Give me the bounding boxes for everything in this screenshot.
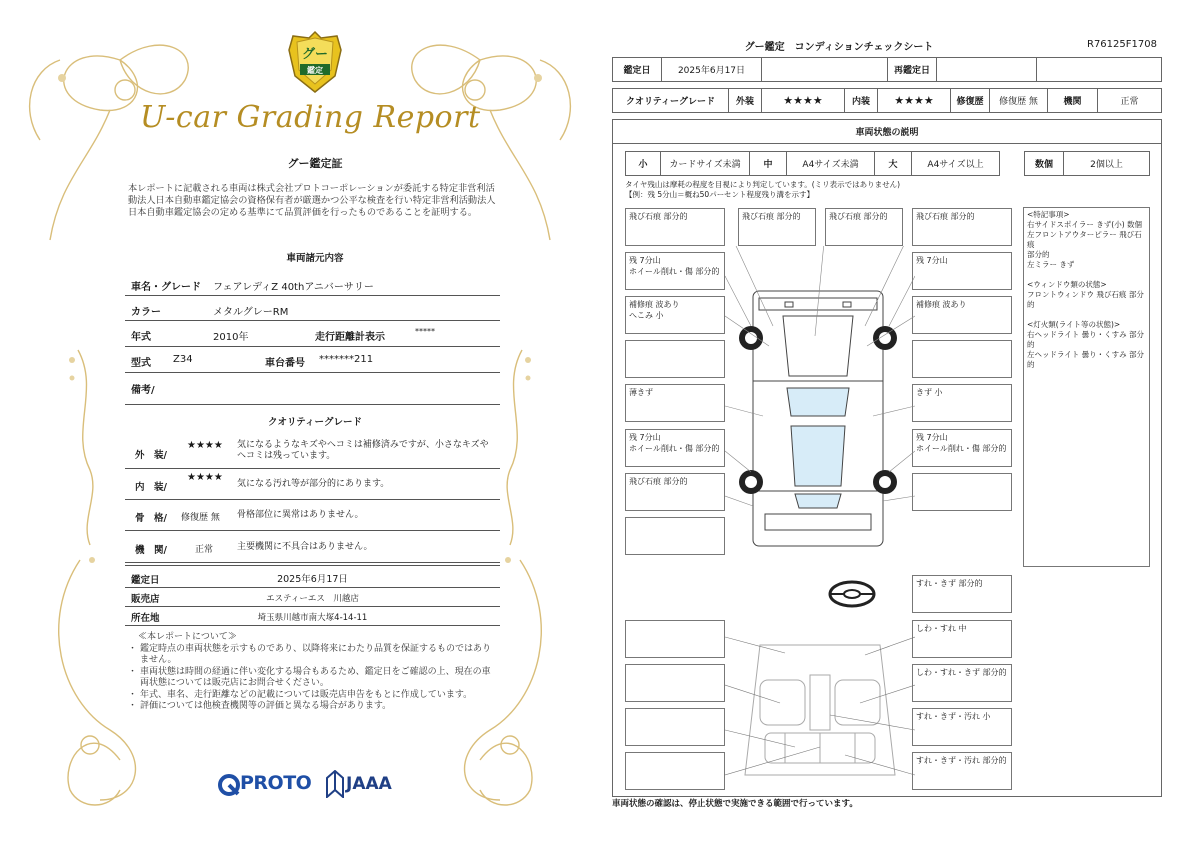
date-blank [761, 57, 888, 82]
shop-row-shop [125, 588, 500, 607]
size-small: 小 [625, 151, 661, 176]
grade-row-interior [125, 469, 500, 500]
size-small-desc: カードサイズ未満 [660, 151, 750, 176]
repair-value: 修復歴 無 [989, 88, 1048, 113]
special-notes-box [1023, 207, 1150, 567]
report-notes [128, 632, 498, 713]
serial-number: R76125F1708 [1087, 39, 1157, 50]
interior-stars: ★★★★ [877, 88, 951, 113]
grade-exterior-label: 外 装/ [135, 450, 167, 461]
spec-mileage-value: ***** [415, 327, 435, 336]
damage-box-left-5: 薄きず [625, 384, 725, 422]
grade-row-exterior [125, 436, 500, 469]
steering-wheel-icon [828, 580, 876, 608]
exterior-label: 外装 [728, 88, 762, 113]
damage-box-right-8: すれ・きず 部分的 [912, 575, 1012, 613]
footer-logos [218, 768, 418, 802]
damage-box-right-7 [912, 473, 1012, 511]
light-note-line: 左ヘッドライト 曇り・くすみ 部分的 [1027, 350, 1145, 369]
damage-box-right-2: 残 7分山 [912, 252, 1012, 290]
spec-row-color [125, 296, 500, 321]
badge-sub-text: 鑑定 [307, 66, 323, 75]
damage-box-top-1: 飛び石痕 部分的 [738, 208, 816, 246]
quality-section-title: クオリティーグレード [267, 417, 363, 428]
size-count: 数個 [1024, 151, 1064, 176]
spec-name-value: フェアレディZ 40thアニバーサリー [213, 282, 374, 293]
note-item: ・ 評価については他検査機関等の評価と異なる場合があります。 [128, 701, 498, 713]
special-note-line: 左ミラー きず [1027, 260, 1075, 269]
damage-box-top-2: 飛び石痕 部分的 [825, 208, 903, 246]
grade-engine-status: 正常 [195, 545, 214, 555]
damage-box-left-2: 残 7分山 ホイール削れ・傷 部分的 [625, 252, 725, 290]
condition-check-sheet [600, 0, 1200, 848]
sheet-title: グー鑑定 コンディションチェックシート [744, 42, 934, 53]
grade-exterior-stars: ★★★★ [187, 440, 223, 451]
spec-color-value: メタルグレーRM [213, 307, 289, 318]
window-note-line: フロントウィンドウ 飛び石痕 部分的 [1027, 290, 1144, 309]
damage-box-left-8 [625, 517, 725, 555]
spec-model-label: 型式 [131, 358, 151, 369]
spec-model-value: Z34 [173, 354, 193, 365]
proto-mark-icon [218, 774, 240, 796]
damage-box-right-9: しわ・すれ 中 [912, 620, 1012, 658]
report-title: U-car Grading Report [140, 100, 481, 135]
exterior-stars: ★★★★ [761, 88, 845, 113]
grade-interior-label: 内 装/ [135, 482, 167, 493]
spec-row-name [125, 272, 500, 296]
goo-kantei-badge [287, 30, 343, 94]
grade-frame-desc: 骨格部位に異常はありません。 [237, 510, 364, 520]
special-note-line: 右サイドスポイラー きず(小) 数個 [1027, 220, 1143, 229]
size-medium: 中 [749, 151, 787, 176]
grade-engine-label: 機 関/ [135, 545, 167, 556]
certificate-text: 本レポートに記載される車両は株式会社プロトコーポレーションが委託する特定非営利活動法人日本自動車鑑定協会の資格保有者が厳選かつ公平な検査を行い特定非営利活動法人日本自動車鑑定協会の定める基準にて品質評価を行ったものであることを証明する。 [128, 183, 496, 218]
size-large: 大 [874, 151, 912, 176]
note-item: ・ 鑑定時点の車両状態を示すものであり、以降将来にわたり品質を保証するものではありません。 [128, 644, 498, 667]
spec-row-model [125, 347, 500, 373]
spec-section-title: 車両諸元内容 [286, 253, 344, 264]
damage-box-left-4 [625, 340, 725, 378]
damage-box-left-3: 補修痕 波あり へこみ 小 [625, 296, 725, 334]
spec-mileage-label: 走行距離計表示 [315, 332, 385, 343]
car-interior-diagram [725, 635, 915, 785]
jaaa-mark-icon [326, 770, 344, 798]
state-title: 車両状態の説明 [612, 119, 1162, 144]
tire-example: 【例：残 5分山＝概ね50パーセント程度残り溝を示す】 [625, 190, 815, 199]
special-note-heading: <特記事項> [1027, 210, 1070, 219]
spec-remarks-label: 備考/ [131, 385, 155, 396]
damage-box-right-10: しわ・すれ・きず 部分的 [912, 664, 1012, 702]
grade-frame-label: 骨 格/ [135, 513, 167, 524]
engine-label: 機関 [1047, 88, 1098, 113]
shop-address-label: 所在地 [131, 613, 160, 624]
spec-chassis-label: 車台番号 [265, 358, 305, 369]
grade-interior-desc: 気になる汚れ等が部分的にあります。 [237, 479, 390, 489]
shop-name-value: エスティーエス 川越店 [266, 594, 359, 604]
date-label: 鑑定日 [612, 57, 662, 82]
reinspect-label: 再鑑定日 [887, 57, 937, 82]
size-count-desc: 2個以上 [1063, 151, 1150, 176]
note-item: ・ 年式、車名、走行距離などの記載については販売店申告をもとに作成しています。 [128, 690, 498, 702]
sheet-footer-note: 車両状態の確認は、停止状態で実施できる範囲で行っています。 [612, 799, 858, 809]
damage-box-left-6: 残 7分山 ホイール削れ・傷 部分的 [625, 429, 725, 467]
spec-year-label: 年式 [131, 332, 151, 343]
damage-box-right-11: すれ・きず・汚れ 小 [912, 708, 1012, 746]
shop-date-label: 鑑定日 [131, 575, 160, 586]
damage-box-left-10 [625, 664, 725, 702]
quality-label: クオリティーグレード [612, 88, 729, 113]
special-note-line: 部分的 [1027, 250, 1050, 259]
size-medium-desc: A4サイズ未満 [786, 151, 875, 176]
damage-box-left-7: 飛び石痕 部分的 [625, 473, 725, 511]
certificate-title: グー鑑定証 [287, 157, 343, 170]
grade-row-engine [125, 531, 500, 563]
damage-box-left-12 [625, 752, 725, 790]
damage-box-left-11 [625, 708, 725, 746]
size-large-desc: A4サイズ以上 [911, 151, 1000, 176]
special-note-line: 左フロントアウターピラー 飛び石痕 [1027, 230, 1142, 249]
light-note-heading: <灯火類(ライト等の状態)> [1027, 320, 1121, 329]
goo-shield-icon [287, 30, 343, 94]
damage-box-right-3: 補修痕 波あり [912, 296, 1012, 334]
shop-address-value: 埼玉県川越市南大塚4-14-11 [257, 613, 368, 623]
shop-date-value: 2025年6月17日 [277, 574, 348, 585]
repair-label: 修復歴 [950, 88, 990, 113]
damage-box-right-1: 飛び石痕 部分的 [912, 208, 1012, 246]
reinspect-value [936, 57, 1037, 82]
damage-box-right-4 [912, 340, 1012, 378]
shop-row-date [125, 565, 500, 588]
grade-row-frame [125, 500, 500, 531]
window-note-heading: <ウィンドウ類の状態> [1027, 280, 1107, 289]
grade-frame-status: 修復歴 無 [181, 513, 220, 523]
spec-row-year [125, 321, 500, 347]
proto-logo: PROTO [240, 772, 312, 794]
note-item: ・ 車両状態は時間の経過に伴い変化する場合もあるため、鑑定日をご確認の上、現在の車両状態については販売店にお問合せください。 [128, 667, 498, 690]
jaaa-logo: JAAA [346, 774, 392, 794]
spec-chassis-value: *******211 [319, 354, 374, 365]
car-top-view-diagram [725, 246, 915, 556]
notes-title: ≪本レポートについて≫ [138, 632, 237, 642]
spec-year-value: 2010年 [213, 332, 249, 343]
tire-note: タイヤ残山は摩耗の程度を目視により判定しています。(ミリ表示ではありません) [625, 180, 901, 189]
damage-box-left-9 [625, 620, 725, 658]
spec-name-label: 車名・グレード [131, 282, 201, 293]
spec-row-remarks [125, 373, 500, 405]
reinspect-blank [1036, 57, 1162, 82]
damage-box-right-5: きず 小 [912, 384, 1012, 422]
grade-engine-desc: 主要機関に不具合はありません。 [237, 542, 373, 552]
grade-interior-stars: ★★★★ [187, 472, 223, 483]
spec-color-label: カラー [131, 307, 161, 318]
date-value: 2025年6月17日 [661, 57, 762, 82]
damage-box-right-12: すれ・きず・汚れ 部分的 [912, 752, 1012, 790]
light-note-line: 右ヘッドライト 曇り・くすみ 部分的 [1027, 330, 1145, 349]
grade-exterior-desc: 気になるようなキズやヘコミは補修済みですが、小さなキズやヘコミは残っています。 [237, 440, 489, 461]
shop-name-label: 販売店 [131, 594, 160, 605]
damage-box-right-6: 残 7分山 ホイール削れ・傷 部分的 [912, 429, 1012, 467]
engine-value: 正常 [1097, 88, 1162, 113]
interior-label: 内装 [844, 88, 878, 113]
badge-logo-text: グー [301, 47, 329, 62]
shop-row-address [125, 607, 500, 626]
damage-box-left-1: 飛び石痕 部分的 [625, 208, 725, 246]
